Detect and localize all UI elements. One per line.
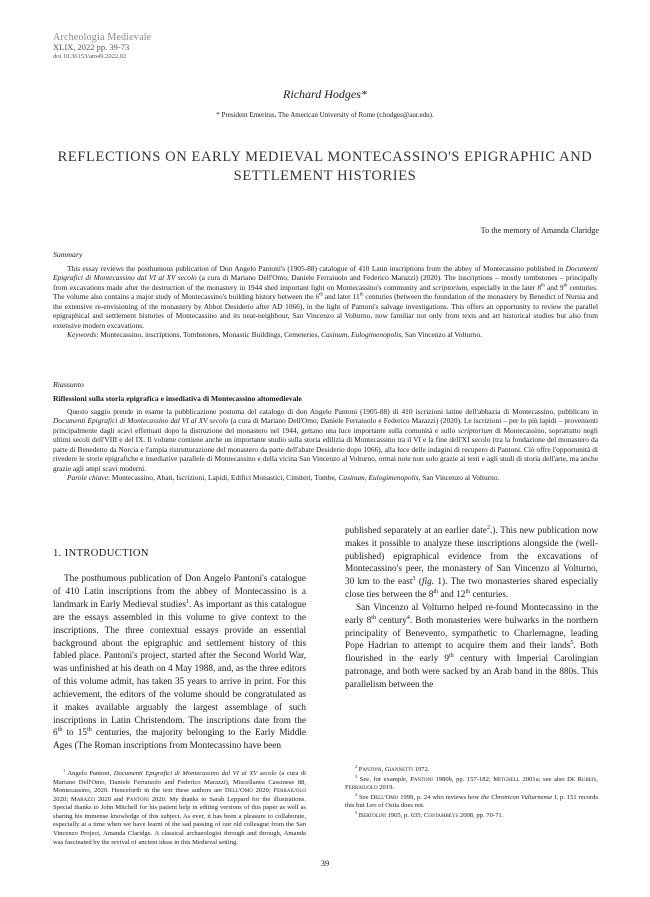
page-number: 39 (320, 858, 330, 868)
summary-label: Summary (53, 250, 83, 259)
footnote-3: $^3$ See, for example, Pantoni 1980b, pp. 157-182; Mitchell 2001a; see also De Rubeis, Ferraiuolo 2019. (345, 773, 598, 792)
footnote-ref[interactable]: 1 (185, 599, 189, 606)
footnote-ref[interactable]: th (449, 653, 454, 660)
summary-keywords: Keywords: Montecassino, inscriptions, Tombstones, Monastic Buildings, Cemeteries, Casinum, Eulogimenopolis, San Vincenzo al Volturno. (67, 330, 482, 340)
footnotes-right (345, 763, 598, 821)
riassunto-text: Questo saggio prende in esame la pubblicazione postuma del catalogo di don Angelo Pantoni (1905-88) di 410 iscrizioni latine dell'abbazia di Montecassino, pubblicato in Documenti Epigrafici di Montecassino dal VI al XV secolo (a cura di Mariano Dell'Omo, Daniele Ferraiuolo e Federico Marazzi) (2020). Le iscrizioni – per lo più lapidi – provenienti principalmente dagli scavi effettuati dopo la distruzione del monastero nel 1944, gettano una luce importante sulla comunità e sullo scriptorium di Montecassino, soprattutto negli ultimi secoli dell'VIII e del IX. Il volume contiene anche un importante studio sulla storia edilizia di Montecassino tra il VI e la fine dell'XI secolo (tra la fondazione del monastero da parte di Benedetto da Norcia e l'ampia ristrutturazione del monastero da parte dell'abate Desiderio dopo 1066), alla luce delle indagini di recupero di Pantoni. Ciò offre l'opportunità di rivedere le storie epigrafiche e insediative parallele di Montecassino e della vicina San Vincenzo al Volturno, ormai note non solo grazie ai testi e agli studi di storia dell'arte, ma anche grazie agli ampi scavi moderni. (53, 406, 598, 473)
section-heading: 1. INTRODUCTION (53, 548, 149, 559)
footnote-ref[interactable]: th (57, 727, 63, 734)
body-column-right (345, 525, 598, 692)
footnote-ref[interactable]: 3 (412, 576, 416, 583)
doi-link[interactable]: doi 10.36153/am49.2022.02 (53, 52, 127, 60)
body-paragraph: San Vincenzo al Volturno helped re-found Montecassino in the early 8th century$^4$. Both monasteries were bulwarks in the northern principality of Benevento, sympathetic to Charlemagne, leading Pope Hadrian to attempt to acquire them and their lands$^5$. Both flourished in the early 9th century with Imperial Carolingian patronage, and both were sacked by an Arab band in the 880s. This parallelism between the (345, 602, 599, 690)
footnote-ref[interactable]: 2 (486, 524, 490, 531)
summary-section (53, 250, 598, 340)
footnote-2: $^2$ Pantoni, Giannetti 1972. (355, 763, 430, 773)
footnote-ref[interactable]: th (433, 589, 439, 596)
author-affiliation: * President Emeritus, The American University of Rome (r.hodges@aur.edu). (216, 111, 434, 119)
riassunto-section (53, 380, 598, 482)
footnote-ref[interactable]: 4 (406, 614, 410, 621)
footnotes-left (53, 767, 306, 848)
footnote-ref[interactable]: 5 (570, 640, 574, 647)
footnote-1: $^1$ Angelo Pantoni, Documenti Epigrafici di Montecassino dal VI al XV secolo (a cura di Mariano Dell'Omo, Daniele Ferraiuolo and Federico Marazzi), Miscellanea Cassinese 88, Montecassino, 2020. Henceforth in the text these authors are Dell'Omo 2020; Ferraiuolo 2020; Marazzi 2020 and Pantoni 2020. My thanks to Sarah Leppard for the illustrations. Special thanks to John Mitchell for his patient help in editing versions of this paper as well as sharing his immense knowledge of this subject. As ever, it has been a pleasure to collaborate, especially at a time when we have learnt of the sad passing of our old colleague from the San Vincenzo Project, Amanda Claridge. A classical archaeologist through and through, Amanda was fascinated by the revival of ancient ideas in this Medieval setting. (53, 767, 306, 846)
journal-name: Archeologia Medievale (53, 32, 152, 43)
footnote-4: $^4$ See Dell'Omo 1999, p. 24 who reviews how the Chronicon Vulturnense I, p. 151 records this but Leo of Ostia does not. (345, 791, 598, 810)
riassunto-label: Riassunto (53, 380, 84, 389)
journal-header (53, 32, 151, 60)
riassunto-subtitle: Riflessioni sulla storia epigrafica e insediativa di Montecassino altomedievale (53, 393, 302, 403)
body-paragraph: published separately at an earlier date$^2$.). This new publication now makes it possible to analyze these inscriptions alongside the (well-published) epigraphical evidence from the excavations of Montecassino's peer, the monastery of San Vincenzo al Volturno, 30 km to the east$^3$ (fig. 1). The two monasteries shared especially close ties between the 8th and 12th centuries. (345, 524, 599, 601)
footnote-ref[interactable]: th (87, 727, 92, 734)
riassunto-keywords: Parole chiave: Montecassino, Abati, Iscrizioni, Lapidi, Edifici Monastici, Cimiteri, Tombe, Casinum, Eulogimenopolis, San Vincenzo al Volturno. (67, 472, 500, 482)
summary-text: This essay reviews the posthumous publication of Don Angelo Pantoni's (1905-88) catalogue of 410 Latin inscriptions from the abbey of Montecassino published in Documenti Epigrafici di Montecassino dal VI al XV secolo (a cura di Mariano Dell'Omo, Daniele Ferraiuolo and Federico Marazzi) (2020). The inscriptions – mostly tombstones – principally from excavations made after the destruction of the monastery in 1944 shed important light on Montecassino's community and scriptorium, especially in the later 8th and 9th centuries. The volume also contains a major study of Montecassino's building history between the 6th and later 11th centuries (between the foundation of the monastery by Benedict of Nursia and the extensive re-envisioning of the monastery by Abbot Desiderio after AD 1066), in the light of Pantoni's salvage investigations. This offers an opportunity to review the parallel epigraphical and settlement histories of Montecassino and its near-neighbour, San Vincenzo al Volturno, now familiar not only from texts and art historical studies but also from extensive modern excavations. (53, 263, 599, 330)
journal-volume: XLIX, 2022 pp. 39-73 (53, 42, 130, 53)
dedication: To the memory of Amanda Claridge (480, 226, 599, 235)
footnote-5: $^5$ Bertolini 1965, p. 635; Costambeys 2008, pp. 70-71. (355, 809, 504, 819)
footnote-ref[interactable]: th (371, 614, 376, 621)
footnote-ref[interactable]: th (465, 589, 471, 596)
paper-title: REFLECTIONS ON EARLY MEDIEVAL MONTECASSINO'S EPIGRAPHIC AND SETTLEMENT HISTORIES (57, 149, 593, 184)
author-name: Richard Hodges* (283, 87, 367, 101)
body-column-left (53, 547, 306, 753)
body-paragraph: The posthumous publication of Don Angelo Pantoni's catalogue of 410 Latin inscriptions from the abbey of Montecassino is a landmark in Early Medieval studies$^1$. As important as this catalogue are the essays assembled in this volume to give context to the inscriptions. The three contextual essays provide an essential background about the epigraphic and settlement history of this fabled place. Pantoni's project, started after the Second World War, was unfinished at his death on 4 May 1988, and, as the three editors of this volume admit, has taken 35 years to arrive in print. For this achievement, the editors of the volume should be congratulated as it makes available arguably the largest assemblage of such inscriptions in Latin Christendom. The inscriptions date from the 6th to 15th centuries, the majority belonging to the Early Middle Ages (The Roman inscriptions from Montecassino have been (53, 574, 307, 752)
